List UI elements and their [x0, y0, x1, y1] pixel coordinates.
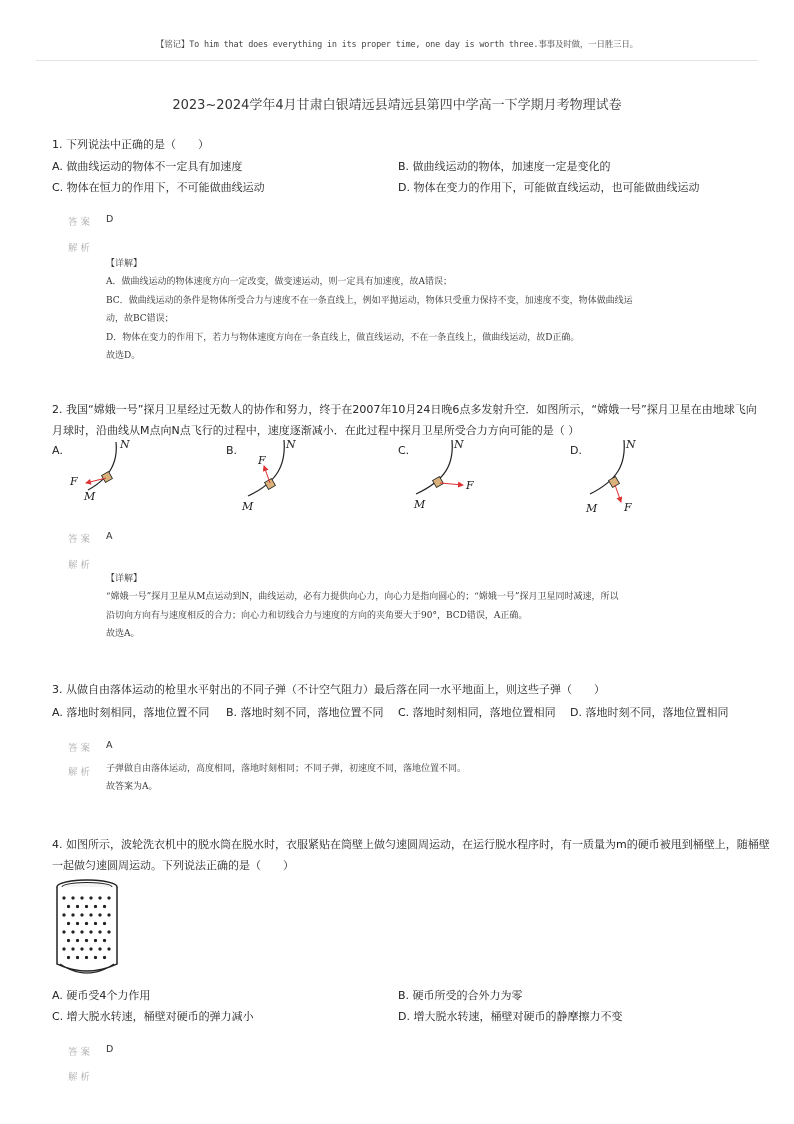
drum-hole: [89, 947, 92, 950]
drum-hole: [76, 905, 79, 908]
drum-hole: [94, 922, 97, 925]
drum-hole: [98, 930, 101, 933]
question-1-option-d[interactable]: D. 物体在变力的作用下，可能做直线运动，也可能做曲线运动: [398, 181, 700, 194]
drum-hole: [67, 922, 70, 925]
drum-hole: [71, 896, 74, 899]
drum-hole: [80, 947, 83, 950]
drum-hole: [98, 913, 101, 916]
explanation-line: 动，故BC错误；: [106, 314, 174, 325]
question-2-explanation: [106, 570, 619, 644]
satellite-box: [433, 477, 444, 488]
drum-hole: [80, 913, 83, 916]
explanation-line: D．物体在变力的作用下，若力与物体速度方向在一条直线上，做直线运动，不在一条直线上，做曲线运动，故D正确。: [106, 332, 580, 343]
question-2-option-c-letter[interactable]: C.: [398, 444, 410, 457]
question-3-option-d[interactable]: D. 落地时刻不同，落地位置相同: [570, 706, 729, 719]
point-m-label: M: [586, 502, 598, 515]
spin-drum-illustration: [52, 878, 122, 982]
drum-hole: [71, 930, 74, 933]
question-3-explanation: [106, 760, 466, 797]
question-4-answer-label: 答 案: [68, 1047, 91, 1058]
stem-line: 2. 我国“嫦娥一号”探月卫星经过无数人的协作和努力，终于在2007年10月24日晚6点多发射升空．如图所示，“嫦娥一号”探月卫星在由地球飞向: [52, 403, 757, 416]
question-1-stem: 1. 下列说法中正确的是（ ）: [52, 138, 209, 151]
drum-hole: [76, 956, 79, 959]
point-m-label: M: [414, 498, 426, 511]
drum-hole: [103, 905, 106, 908]
explanation-line: 故答案为A。: [106, 782, 158, 793]
question-3-option-c[interactable]: C. 落地时刻相同，落地位置相同: [398, 706, 556, 719]
point-m-label: M: [84, 490, 96, 503]
question-3-option-b[interactable]: B. 落地时刻不同，落地位置不同: [226, 706, 384, 719]
stem-line: 月球时，沿曲线从M点向N点飞行的过程中，速度逐渐减小．在此过程中探月卫星所受合力方向可能的是（ ）: [52, 424, 580, 437]
drum-hole: [85, 956, 88, 959]
drum-hole: [80, 930, 83, 933]
explanation-line: 沿切向方向有与速度相反的合力；向心力和切线合力与速度的方向的夹角要大于90°，BCD错误，A正确。: [106, 610, 528, 621]
drum-hole: [85, 922, 88, 925]
drum-hole: [94, 939, 97, 942]
drum-hole: [89, 896, 92, 899]
drum-hole: [62, 896, 65, 899]
drum-hole: [107, 913, 110, 916]
question-2-option-c-diagram[interactable]: [408, 436, 488, 516]
force-arrow: [440, 483, 463, 485]
question-2-option-d-letter[interactable]: D.: [570, 444, 582, 457]
question-4-analysis-label: 解 析: [68, 1072, 91, 1083]
point-n-label: N: [286, 438, 296, 451]
question-1-explanation: [106, 255, 633, 365]
drum-hole: [94, 905, 97, 908]
question-1-option-b[interactable]: B. 做曲线运动的物体，加速度一定是变化的: [398, 160, 611, 173]
stem-line: 4. 如图所示，波轮洗衣机中的脱水筒在脱水时，衣服紧贴在筒壁上做匀速圆周运动，在运行脱水程序时，有一质量为m的硬币被甩到桶壁上，随桶壁: [52, 838, 770, 851]
drum-hole: [62, 913, 65, 916]
point-m-label: M: [242, 500, 254, 513]
drum-hole: [71, 947, 74, 950]
explanation-line: 【详解】: [106, 574, 143, 584]
question-3-stem: 3. 从做自由落体运动的枪里水平射出的不同子弹（不计空气阻力）最后落在同一水平地面上，则这些子弹（ ）: [52, 683, 605, 696]
question-2-analysis-label: 解 析: [68, 560, 91, 571]
question-4-stem: [52, 834, 770, 876]
drum-hole: [103, 922, 106, 925]
explanation-line: 故选A。: [106, 629, 140, 640]
force-arrow: [86, 478, 106, 483]
question-4-option-b[interactable]: B. 硬币所受的合外力为零: [398, 989, 523, 1002]
question-2-answer: A: [106, 531, 113, 542]
drum-hole: [62, 930, 65, 933]
drum-hole: [107, 896, 110, 899]
question-4-option-d[interactable]: D. 增大脱水转速，桶壁对硬币的静摩擦力不变: [398, 1010, 623, 1023]
explanation-line: 【详解】: [106, 259, 143, 269]
stem-line: 一起做匀速圆周运动。下列说法正确的是（ ）: [52, 859, 294, 872]
trajectory-curve: [590, 440, 624, 494]
explanation-line: A．做曲线运动的物体速度方向一定改变，做变速运动，则一定具有加速度，故A错误；: [106, 277, 453, 288]
drum-hole: [76, 939, 79, 942]
drum-hole: [103, 939, 106, 942]
force-f-label: F: [466, 479, 474, 492]
point-n-label: N: [120, 438, 130, 451]
question-3-analysis-label: 解 析: [68, 767, 91, 778]
point-n-label: N: [454, 438, 464, 451]
question-3-option-a[interactable]: A. 落地时刻相同，落地位置不同: [52, 706, 210, 719]
question-4-option-c[interactable]: C. 增大脱水转速，桶壁对硬币的弹力减小: [52, 1010, 254, 1023]
drum-hole: [107, 930, 110, 933]
force-arrow: [264, 466, 270, 483]
question-1-answer: D: [106, 214, 114, 225]
trajectory-curve: [248, 440, 284, 496]
question-1-answer-label: 答 案: [68, 217, 91, 228]
force-f-label: F: [258, 454, 266, 467]
header-divider: [36, 60, 758, 61]
question-3-answer-label: 答 案: [68, 743, 91, 754]
explanation-line: BC．做曲线运动的条件是物体所受合力与速度不在一条直线上，例如平抛运动，物体只受重力保持不变，加速度不变，物体做曲线运: [106, 295, 633, 306]
trajectory-curve: [416, 440, 452, 494]
force-f-label: F: [624, 501, 632, 514]
question-2-answer-label: 答 案: [68, 534, 91, 545]
question-2-stem: [52, 399, 757, 441]
drum-hole: [85, 905, 88, 908]
drum-hole: [62, 947, 65, 950]
drum-hole: [67, 939, 70, 942]
drum-hole: [94, 956, 97, 959]
explanation-line: 子弹做自由落体运动，高度相同，落地时刻相同；不同子弹，初速度不同，落地位置不同。: [106, 764, 467, 774]
question-2-option-d-diagram[interactable]: [580, 436, 660, 516]
drum-hole: [89, 930, 92, 933]
drum-hole: [89, 913, 92, 916]
drum-hole: [67, 956, 70, 959]
explanation-line: 故选D。: [106, 351, 141, 362]
page-header-motto: 【铭记】To him that does everything in its proper time, one day is worth three.事事及时做，一日胜三日。: [156, 40, 638, 50]
point-n-label: N: [626, 438, 636, 451]
drum-hole: [98, 896, 101, 899]
question-1-analysis-label: 解 析: [68, 243, 91, 254]
drum-hole: [85, 939, 88, 942]
question-3-answer: A: [106, 740, 113, 751]
drum-hole: [103, 956, 106, 959]
drum-hole: [67, 905, 70, 908]
question-4-option-a[interactable]: A. 硬币受4个力作用: [52, 989, 151, 1002]
question-1-option-c[interactable]: C. 物体在恒力的作用下，不可能做曲线运动: [52, 181, 265, 194]
explanation-line: “嫦娥一号”探月卫星从M点运动到N，曲线运动，必有力提供向心力，向心力是指向圆心的；“嫦娥一号”探月卫星同时减速，所以: [106, 592, 619, 603]
drum-hole: [76, 922, 79, 925]
question-1-option-a[interactable]: A. 做曲线运动的物体不一定具有加速度: [52, 160, 243, 173]
question-4-answer: D: [106, 1044, 114, 1055]
drum-hole: [107, 947, 110, 950]
trajectory-curve: [88, 442, 116, 490]
force-f-label: F: [70, 475, 78, 488]
drum-hole: [98, 947, 101, 950]
question-2-option-a-letter[interactable]: A.: [52, 444, 63, 457]
drum-hole: [71, 913, 74, 916]
drum-hole: [80, 896, 83, 899]
force-arrow: [615, 485, 621, 502]
page-title: 2023~2024学年4月甘肃白银靖远县靖远县第四中学高一下学期月考物理试卷: [172, 98, 622, 113]
satellite-box: [102, 472, 113, 483]
satellite-box: [609, 477, 620, 488]
question-2-option-b-letter[interactable]: B.: [226, 444, 238, 457]
question-2-option-b-diagram[interactable]: [238, 436, 318, 516]
satellite-box: [265, 479, 276, 490]
question-2-option-a-diagram[interactable]: [66, 436, 146, 506]
